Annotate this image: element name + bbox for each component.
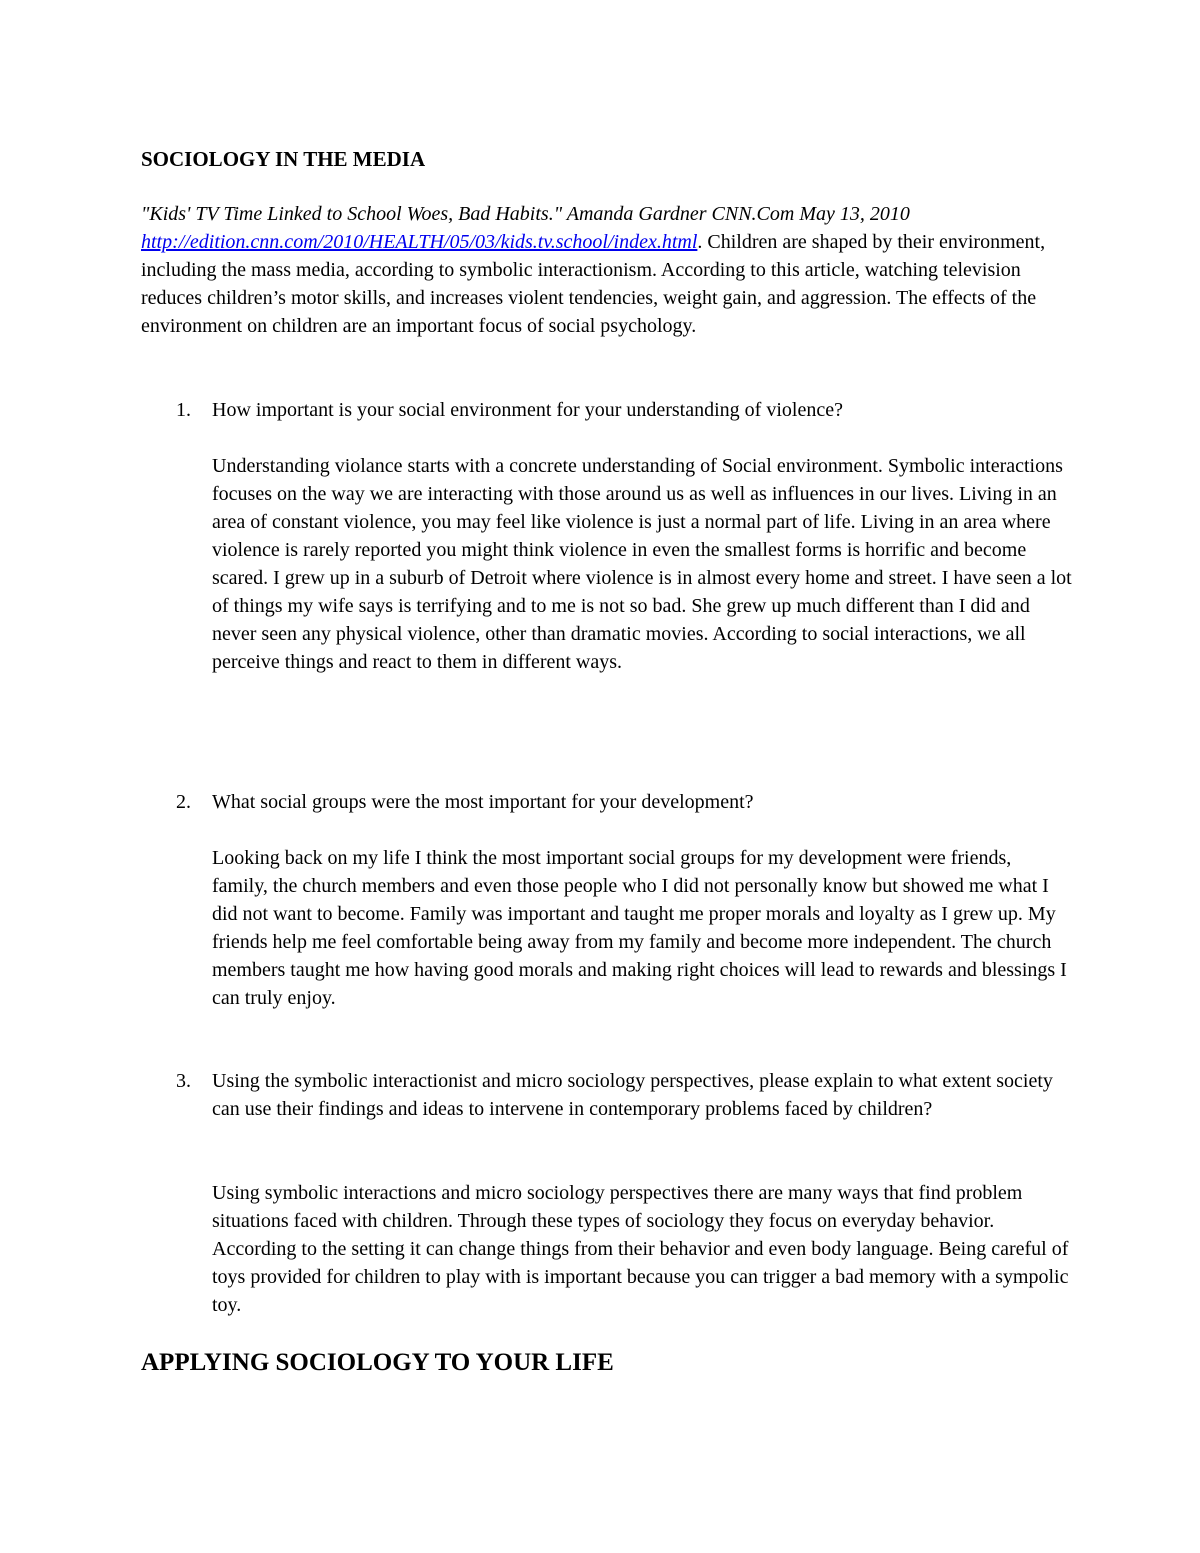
question-number: 1. — [176, 399, 191, 421]
link-period: . — [697, 231, 703, 253]
answer-text: Looking back on my life I think the most important social groups for my development were friends, family, the church members and even those people who I did not personally know but showed me what I did not want to become. Family was important and taught me proper morals and loyalty as I grew up. My friends help me feel comfortable being away from my family and become more independent. The church members taught me how having good morals and making right choices will lead to rewards and blessings I can truly enjoy. — [212, 847, 1067, 1009]
answer-text: Using symbolic interactions and micro sociology perspectives there are many ways that find problem situations faced with children. Through these types of sociology they focus on everyday behavior. According to the setting it can change things from their behavior and even body language. Being careful of toys provided for children to play with is important because you can trigger a bad memory with a sympolic toy. — [212, 1182, 1069, 1316]
answer-text: Understanding violance starts with a concrete understanding of Social environment. Symbolic interactions focuses on the way we are interacting with those around us as well as influences in our lives. Living in an area of constant violence, you may feel like violence is just a normal part of life. Living in an area where violence is rarely reported you might think violence in even the smallest forms is horrific and become scared. I grew up in a suburb of Detroit where violence is in almost every home and street. I have seen a lot of things my wife says is terrifying and to me is not so bad. She grew up much different than I did and never seen any physical violence, other than dramatic movies. According to social interactions, we all perceive things and react to them in different ways. — [212, 455, 1072, 673]
section-heading: APPLYING SOCIOLOGY TO YOUR LIFE — [141, 1349, 614, 1376]
question-number: 2. — [176, 791, 191, 813]
intro-paragraph — [141, 200, 1066, 340]
article-link[interactable]: http://edition.cnn.com/2010/HEALTH/05/03/kids.tv.school/index.html — [141, 231, 698, 253]
question-text: Using the symbolic interactionist and micro sociology perspectives, please explain to what extent society can use their findings and ideas to intervene in contemporary problems faced by children? — [212, 1070, 1053, 1120]
question-number: 3. — [176, 1070, 191, 1092]
article-citation: "Kids' TV Time Linked to School Woes, Bad Habits." Amanda Gardner CNN.Com May 13, 2010 — [141, 203, 910, 225]
page-title: SOCIOLOGY IN THE MEDIA — [141, 147, 426, 171]
intro-body: Children are shaped by their environment, including the mass media, according to symbolic interactionism. According to this article, watching television reduces children’s motor skills, and increases violent tendencies, weight gain, and aggression. The effects of the environment on children are an important focus of social psychology. — [141, 231, 1046, 337]
question-text: What social groups were the most important for your development? — [212, 791, 754, 813]
question-text: How important is your social environment for your understanding of violence? — [212, 399, 843, 421]
